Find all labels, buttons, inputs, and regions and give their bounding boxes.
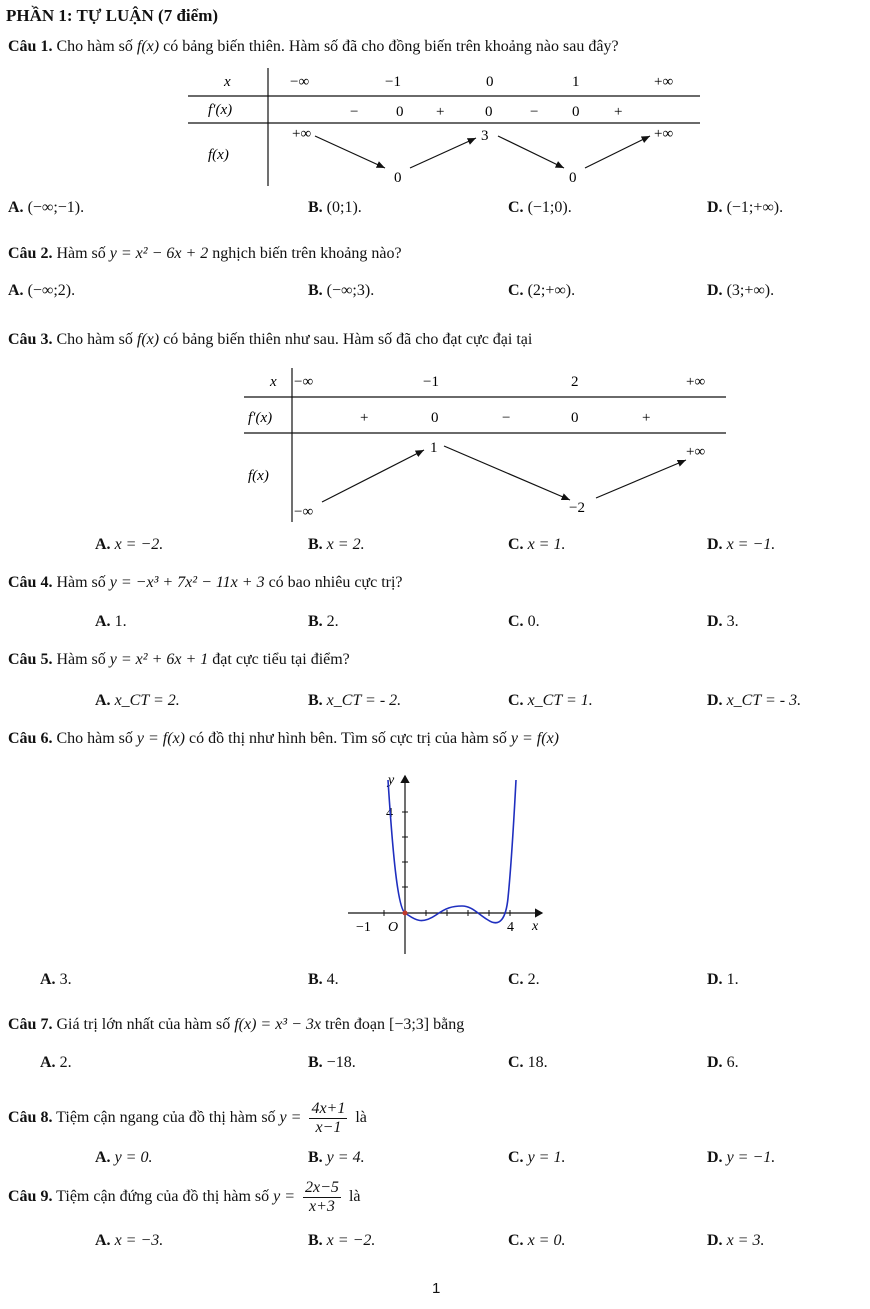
q7-option-c-text: 18. [527, 1054, 548, 1071]
t2-f0: −∞ [294, 504, 314, 520]
question-7-interval: [−3;3] [388, 1016, 430, 1033]
q1-option-b-text: (0;1). [326, 199, 362, 216]
question-3-post: có bảng biến thiên như sau. Hàm số đã cho đạt cực đại tại [163, 331, 533, 348]
q8-option-a-text: y = 0. [114, 1149, 153, 1166]
q7-option-b-letter: B. [308, 1054, 323, 1071]
question-1-post: có bảng biến thiên. Hàm số đã cho đồng biến trên khoảng nào sau đây? [163, 38, 619, 55]
q5-option-c-text: x_CT = 1. [527, 692, 593, 709]
q9-option-d-text: x = 3. [726, 1232, 765, 1249]
q5-option-d[interactable] [707, 692, 801, 710]
question-2-expr: y = x² − 6x + 2 [109, 245, 209, 262]
t1-fp-label: f′(x) [208, 102, 233, 118]
q8-option-c-text: y = 1. [527, 1149, 566, 1166]
t1-f1: 0 [394, 170, 402, 186]
question-2 [8, 245, 402, 263]
graph-curve [388, 780, 516, 923]
q5-option-b-letter: B. [308, 692, 323, 709]
q7-option-a-text: 2. [59, 1054, 72, 1071]
question-6-pre: Cho hàm số [56, 730, 133, 747]
question-9-label: Câu 9. [8, 1188, 53, 1206]
t1-s6: + [614, 104, 623, 120]
question-9-pre: Tiệm cận đứng của đồ thị hàm số [56, 1188, 270, 1206]
question-4-label: Câu 4. [8, 574, 53, 591]
question-9-numerator: 2x−5 [305, 1179, 339, 1196]
t1-f2: 3 [481, 128, 489, 144]
t1-x-label: x [224, 74, 231, 90]
t2-s3: 0 [571, 410, 579, 426]
question-7 [8, 1016, 464, 1034]
question-8 [8, 1100, 367, 1137]
q7-option-b[interactable] [308, 1054, 356, 1072]
q1-option-c-letter: C. [508, 199, 524, 216]
q3-option-a-text: x = −2. [114, 536, 164, 553]
q3-option-a-letter: A. [95, 536, 111, 553]
t2-f-label: f(x) [248, 468, 269, 484]
question-5-pre: Hàm số [56, 651, 106, 668]
question-9-lhs: y = [273, 1188, 296, 1206]
q7-option-d-text: 6. [726, 1054, 739, 1071]
q3-option-b-letter: B. [308, 536, 323, 553]
q2-option-a-letter: A. [8, 282, 24, 299]
question-3-fx: f(x) [136, 331, 160, 348]
graph-tick-xm1: −1 [356, 920, 371, 935]
q3-option-c-text: x = 1. [527, 536, 566, 553]
question-8-pre: Tiệm cận ngang của đồ thị hàm số [56, 1109, 276, 1127]
t2-x3: +∞ [686, 374, 706, 390]
variation-table-2 [240, 366, 730, 524]
q8-option-c[interactable] [508, 1149, 565, 1167]
t1-arrow-down-2 [498, 136, 564, 168]
q9-option-c[interactable] [508, 1232, 565, 1250]
question-6 [8, 730, 559, 748]
q7-option-c[interactable] [508, 1054, 548, 1072]
t2-f2: −2 [569, 500, 585, 516]
q8-option-b-text: y = 4. [326, 1149, 365, 1166]
q1-option-b-letter: B. [308, 199, 323, 216]
q1-option-a[interactable] [8, 199, 84, 217]
q3-option-d-letter: D. [707, 536, 723, 553]
t1-arrow-down-1 [315, 136, 385, 168]
t1-x0: −∞ [290, 74, 310, 90]
question-1-pre: Cho hàm số [56, 38, 133, 55]
t1-x2: 0 [486, 74, 494, 90]
question-1-fx: f(x) [136, 38, 160, 55]
q8-option-b-letter: B. [308, 1149, 323, 1166]
q6-option-b-text: 4. [326, 971, 339, 988]
q3-option-a[interactable] [95, 536, 163, 554]
question-7-mid: trên đoạn [325, 1016, 385, 1033]
question-5-expr: y = x² + 6x + 1 [109, 651, 209, 668]
q2-option-b[interactable] [308, 282, 374, 300]
q5-option-b[interactable] [308, 692, 401, 710]
q2-option-a-text: (−∞;2). [27, 282, 76, 299]
question-1 [8, 38, 619, 56]
question-8-denominator: x−1 [315, 1119, 342, 1136]
q4-option-b[interactable] [308, 613, 339, 631]
q2-option-c-text: (2;+∞). [527, 282, 576, 299]
t2-s0: + [360, 410, 369, 426]
q5-option-a-letter: A. [95, 692, 111, 709]
q2-option-c-letter: C. [508, 282, 524, 299]
question-2-pre: Hàm số [56, 245, 106, 262]
t1-s4: − [530, 104, 539, 120]
q3-option-d-text: x = −1. [726, 536, 776, 553]
section-title: PHẦN 1: TỰ LUẬN (7 điểm) [6, 6, 219, 25]
question-4-expr: y = −x³ + 7x² − 11x + 3 [109, 574, 265, 591]
q4-option-d-text: 3. [726, 613, 739, 630]
q9-option-d-letter: D. [707, 1232, 723, 1249]
question-8-label: Câu 8. [8, 1109, 53, 1127]
graph-origin-point [403, 911, 408, 916]
question-7-pre: Giá trị lớn nhất của hàm số [56, 1016, 231, 1033]
q9-option-b[interactable] [308, 1232, 375, 1250]
q8-option-a-letter: A. [95, 1149, 111, 1166]
q8-option-b[interactable] [308, 1149, 365, 1167]
t1-s2: + [436, 104, 445, 120]
page-number: 1 [432, 1280, 441, 1297]
question-9-fraction [303, 1179, 341, 1216]
q3-option-d[interactable] [707, 536, 775, 554]
question-1-label: Câu 1. [8, 38, 53, 55]
question-3 [8, 331, 532, 349]
q4-option-a-letter: A. [95, 613, 111, 630]
q2-option-d-letter: D. [707, 282, 723, 299]
t1-f0: +∞ [292, 126, 312, 142]
q8-option-d-text: y = −1. [726, 1149, 776, 1166]
t2-arrow-up-1 [322, 450, 424, 502]
t2-f3: +∞ [686, 444, 706, 460]
q4-option-d[interactable] [707, 613, 739, 631]
variation-table-1 [180, 64, 710, 190]
q6-option-b[interactable] [308, 971, 339, 989]
question-7-expr: f(x) = x³ − 3x [234, 1016, 321, 1033]
t2-x2: 2 [571, 374, 579, 390]
question-4-pre: Hàm số [56, 574, 106, 591]
q7-option-b-text: −18. [326, 1054, 356, 1071]
q7-option-d[interactable] [707, 1054, 739, 1072]
q9-option-a[interactable] [95, 1232, 163, 1250]
q6-option-d-text: 1. [726, 971, 739, 988]
t1-x1: −1 [385, 74, 401, 90]
q6-option-c-text: 2. [527, 971, 540, 988]
q6-option-a[interactable] [40, 971, 72, 989]
t2-s4: + [642, 410, 651, 426]
t2-x-label: x [270, 374, 277, 390]
q1-option-b[interactable] [308, 199, 362, 217]
question-2-label: Câu 2. [8, 245, 53, 262]
q3-option-c[interactable] [508, 536, 565, 554]
q9-option-b-letter: B. [308, 1232, 323, 1249]
q6-option-d[interactable] [707, 971, 739, 989]
t2-x1: −1 [423, 374, 439, 390]
q4-option-c-letter: C. [508, 613, 524, 630]
q5-option-a-text: x_CT = 2. [114, 692, 180, 709]
question-5-label: Câu 5. [8, 651, 53, 668]
t2-fp-label: f′(x) [248, 410, 273, 426]
question-7-post: bằng [433, 1016, 465, 1033]
graph-x-label: x [532, 919, 539, 934]
t1-s3: 0 [485, 104, 493, 120]
q6-option-a-text: 3. [59, 971, 72, 988]
t1-f4: +∞ [654, 126, 674, 142]
question-5 [8, 651, 350, 669]
q5-option-b-text: x_CT = - 2. [326, 692, 402, 709]
graph-tick-x4: 4 [507, 920, 514, 935]
question-9 [8, 1179, 360, 1216]
q6-option-a-letter: A. [40, 971, 56, 988]
q2-option-d-text: (3;+∞). [726, 282, 775, 299]
t2-arrow-down-1 [444, 446, 570, 500]
q7-option-a-letter: A. [40, 1054, 56, 1071]
q4-option-c[interactable] [508, 613, 540, 631]
q6-option-d-letter: D. [707, 971, 723, 988]
function-graph [340, 768, 550, 958]
q8-option-c-letter: C. [508, 1149, 524, 1166]
t1-s1: 0 [396, 104, 404, 120]
question-5-post: đạt cực tiểu tại điểm? [212, 651, 350, 668]
t1-x3: 1 [572, 74, 580, 90]
question-8-numerator: 4x+1 [311, 1100, 346, 1117]
q5-option-d-letter: D. [707, 692, 723, 709]
question-2-post: nghịch biến trên khoảng nào? [212, 245, 402, 262]
graph-tick-y4: 4 [386, 806, 393, 821]
q5-option-a[interactable] [95, 692, 180, 710]
q4-option-a[interactable] [95, 613, 127, 631]
q1-option-a-letter: A. [8, 199, 24, 216]
q7-option-d-letter: D. [707, 1054, 723, 1071]
q9-option-c-text: x = 0. [527, 1232, 566, 1249]
q1-option-c-text: (−1;0). [527, 199, 572, 216]
t1-x4: +∞ [654, 74, 674, 90]
question-9-denominator: x+3 [309, 1198, 335, 1215]
t1-f-label: f(x) [208, 147, 229, 163]
question-9-post: là [348, 1188, 361, 1206]
q1-option-c[interactable] [508, 199, 572, 217]
question-7-label: Câu 7. [8, 1016, 53, 1033]
q8-option-d[interactable] [707, 1149, 775, 1167]
q8-option-d-letter: D. [707, 1149, 723, 1166]
q6-option-c[interactable] [508, 971, 540, 989]
q4-option-b-text: 2. [326, 613, 339, 630]
q4-option-a-text: 1. [114, 613, 127, 630]
t1-f3: 0 [569, 170, 577, 186]
q8-option-a[interactable] [95, 1149, 152, 1167]
question-8-post: là [355, 1109, 367, 1127]
q2-option-d[interactable] [707, 282, 774, 300]
q1-option-d[interactable] [707, 199, 783, 217]
t1-s0: − [350, 104, 359, 120]
q2-option-a[interactable] [8, 282, 75, 300]
q6-option-c-letter: C. [508, 971, 524, 988]
q4-option-b-letter: B. [308, 613, 323, 630]
t2-arrow-up-2 [596, 460, 686, 498]
q1-option-a-text: (−∞;−1). [27, 199, 85, 216]
q9-option-d[interactable] [707, 1232, 764, 1250]
q7-option-c-letter: C. [508, 1054, 524, 1071]
q9-option-c-letter: C. [508, 1232, 524, 1249]
question-6-post: có đồ thị như hình bên. Tìm số cực trị của hàm số [189, 730, 507, 747]
q9-option-a-text: x = −3. [114, 1232, 164, 1249]
q5-option-c[interactable] [508, 692, 593, 710]
q5-option-d-text: x_CT = - 3. [726, 692, 802, 709]
q4-option-c-text: 0. [527, 613, 540, 630]
question-3-label: Câu 3. [8, 331, 53, 348]
q3-option-b[interactable] [308, 536, 365, 554]
q3-option-c-letter: C. [508, 536, 524, 553]
q4-option-d-letter: D. [707, 613, 723, 630]
t2-s2: − [502, 410, 511, 426]
question-8-fraction [309, 1100, 347, 1137]
q2-option-c[interactable] [508, 282, 575, 300]
question-6-label: Câu 6. [8, 730, 53, 747]
t1-arrow-up-2 [585, 136, 650, 168]
q2-option-b-letter: B. [308, 282, 323, 299]
q1-option-d-text: (−1;+∞). [726, 199, 784, 216]
question-6-expr2: y = f(x) [510, 730, 560, 747]
q6-option-b-letter: B. [308, 971, 323, 988]
question-8-lhs: y = [279, 1109, 302, 1127]
q2-option-b-text: (−∞;3). [326, 282, 375, 299]
graph-origin: O [388, 920, 399, 935]
question-4 [8, 574, 403, 592]
t1-arrow-up-1 [410, 138, 476, 168]
question-3-pre: Cho hàm số [56, 331, 133, 348]
t2-x0: −∞ [294, 374, 314, 390]
t2-s1: 0 [431, 410, 439, 426]
t1-s5: 0 [572, 104, 580, 120]
question-6-expr: y = f(x) [136, 730, 186, 747]
q1-option-d-letter: D. [707, 199, 723, 216]
t2-f1: 1 [430, 440, 438, 456]
q7-option-a[interactable] [40, 1054, 72, 1072]
q5-option-c-letter: C. [508, 692, 524, 709]
q9-option-b-text: x = −2. [326, 1232, 376, 1249]
question-4-post: có bao nhiêu cực trị? [268, 574, 403, 591]
q3-option-b-text: x = 2. [326, 536, 365, 553]
q9-option-a-letter: A. [95, 1232, 111, 1249]
graph-y-label: y [388, 773, 395, 788]
